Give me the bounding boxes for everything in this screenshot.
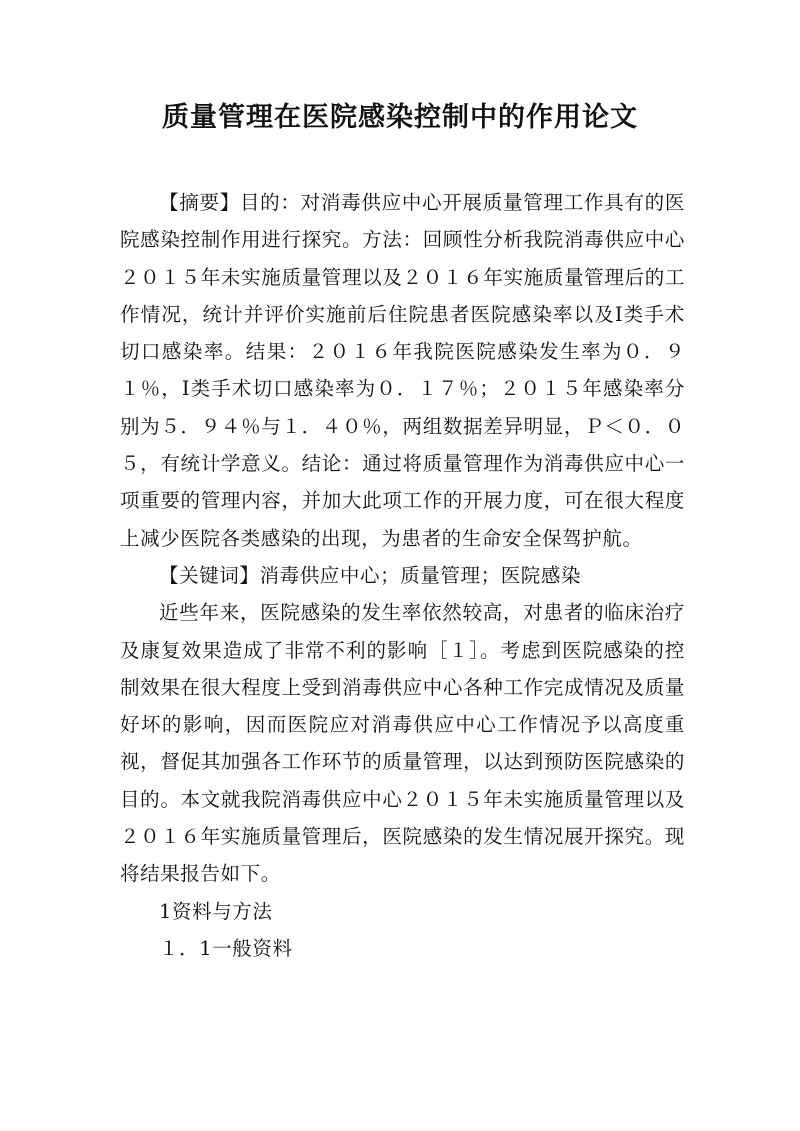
keywords-paragraph: 【关键词】消毒供应中心；质量管理；医院感染 — [159, 563, 582, 587]
abstract-paragraph: 【摘要】目的：对消毒供应中心开展质量管理工作具有的医院感染控制作用进行探究。方法：回顾性分析我院消毒供应中心２０１５年未实施质量管理以及２０１６年实施质量管理后的工作情况，统计并评价实施前后住院患者医院感染率以及Ⅰ类手术切口感染率。结果：２０１６年我院医院感染发生率为０．９１％，Ⅰ类手术切口感染率为０．１７％；２０１５年感染率分别为５．９４％与１．４０％，两组数据差异明显，Ｐ＜０．０５，有统计学意义。结论：通过将质量管理作为消毒供应中心一项重要的管理内容，并加大此项工作的开展力度，可在很大程度上减少医院各类感染的出现，为患者的生命安全保驾护航。 — [120, 191, 685, 550]
subsection-heading: １．1一般资料 — [159, 936, 293, 960]
section-heading: 1资料与方法 — [159, 899, 273, 923]
document-body — [120, 184, 685, 967]
document-title: 质量管理在医院感染控制中的作用论文 — [162, 102, 638, 133]
introduction-paragraph: 近些年来，医院感染的发生率依然较高，对患者的临床治疗及康复效果造成了非常不利的影响［１］。考虑到医院感染的控制效果在很大程度上受到消毒供应中心各种工作完成情况及质量好坏的影响，因而医院应对消毒供应中心工作情况予以高度重视，督促其加强各工作环节的质量管理，以达到预防医院感染的目的。本文就我院消毒供应中心２０１５年未实施质量管理以及２０１６年实施质量管理后，医院感染的发生情况展开探究。现将结果报告如下。 — [120, 601, 685, 886]
